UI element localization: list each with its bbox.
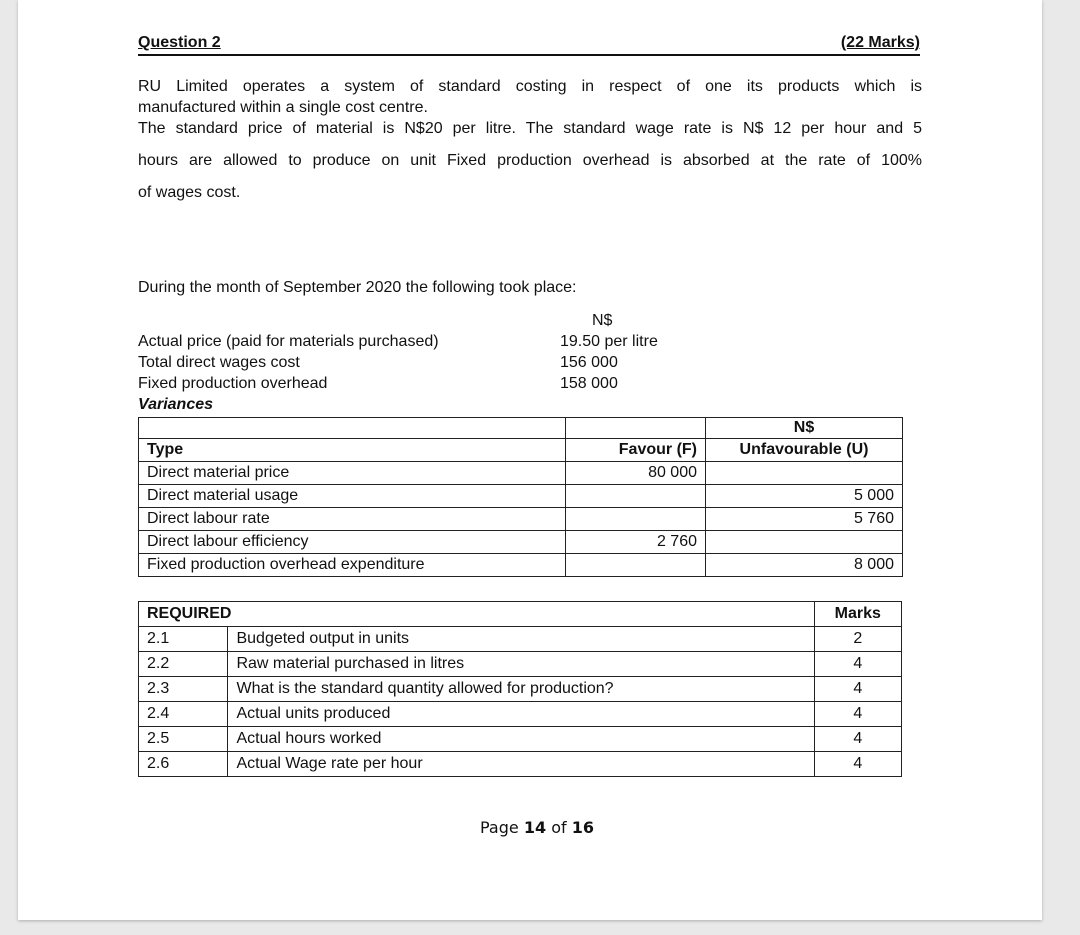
intro-line-1: RU Limited operates a system of standard costing in respect of one its products which is [138,78,922,95]
variances-currency-row [139,418,903,439]
required-marks: 4 [814,677,901,702]
required-marks: 4 [814,652,901,677]
required-desc: Actual units produced [228,702,814,727]
required-desc: Raw material purchased in litres [228,652,814,677]
table-row [139,508,903,531]
variance-type: Direct labour efficiency [139,531,566,554]
variance-unfav [706,462,903,485]
footer-page-total: 16 [571,818,594,837]
actual-value-overhead: 158 000 [560,375,618,392]
required-marks: 4 [814,702,901,727]
table-row [139,727,902,752]
required-marks: 4 [814,727,901,752]
variance-fav [566,485,706,508]
required-table [138,601,902,777]
variances-currency: N$ [706,418,903,439]
required-num: 2.2 [139,652,228,677]
actual-value-wages: 156 000 [560,354,618,371]
actual-label-wages: Total direct wages cost [138,354,300,371]
required-desc: Actual hours worked [228,727,814,752]
required-desc: Actual Wage rate per hour [228,752,814,777]
col-unfav-header: Unfavourable (U) [706,439,903,462]
during-statement: During the month of September 2020 the following took place: [138,279,577,296]
required-desc: What is the standard quantity allowed for production? [228,677,814,702]
footer-page-number: 14 [523,818,547,837]
required-title: REQUIRED [139,602,815,627]
variance-type: Direct labour rate [139,508,566,531]
col-type-header: Type [139,439,566,462]
variance-unfav: 5 760 [706,508,903,531]
table-row [139,462,903,485]
required-num: 2.4 [139,702,228,727]
required-marks: 2 [814,627,901,652]
document-page [18,0,1042,920]
table-row [139,677,902,702]
footer-of-word: of [551,818,567,837]
required-desc: Budgeted output in units [228,627,814,652]
variance-unfav: 5 000 [706,485,903,508]
table-row [139,485,903,508]
variance-type: Fixed production overhead expenditure [139,554,566,577]
marks-header: Marks [814,602,901,627]
variances-title: Variances [138,396,214,413]
table-row [139,554,903,577]
actual-value-price: 19.50 per litre [560,333,658,350]
question-header [138,34,920,56]
required-num: 2.1 [139,627,228,652]
intro-line-5: of wages cost. [138,184,241,201]
intro-line-3: The standard price of material is N$20 per litre. The standard wage rate is N$ 12 per hour and 5 [138,120,922,137]
intro-line-4: hours are allowed to produce on unit Fixed production overhead is absorbed at the rate of 100% [138,152,922,169]
page-footer [480,818,594,837]
variance-unfav [706,531,903,554]
footer-page-word: Page [480,818,519,837]
variance-fav: 80 000 [566,462,706,485]
table-row [139,752,902,777]
variance-type: Direct material price [139,462,566,485]
actual-label-price: Actual price (paid for materials purchased) [138,333,439,350]
required-num: 2.6 [139,752,228,777]
intro-line-2: manufactured within a single cost centre. [138,99,428,116]
table-row [139,627,902,652]
required-num: 2.3 [139,677,228,702]
col-fav-header: Favour (F) [566,439,706,462]
variances-header-row [139,439,903,462]
question-marks: (22 Marks) [840,34,920,51]
actuals-currency: N$ [592,312,613,329]
question-title: Question 2 [138,34,221,51]
variances-table [138,417,903,577]
table-row [139,531,903,554]
table-row [139,702,902,727]
required-header-row [139,602,902,627]
required-marks: 4 [814,752,901,777]
variance-fav [566,508,706,531]
variance-unfav: 8 000 [706,554,903,577]
variance-fav [566,554,706,577]
actual-label-overhead: Fixed production overhead [138,375,328,392]
required-num: 2.5 [139,727,228,752]
variance-fav: 2 760 [566,531,706,554]
variance-type: Direct material usage [139,485,566,508]
table-row [139,652,902,677]
